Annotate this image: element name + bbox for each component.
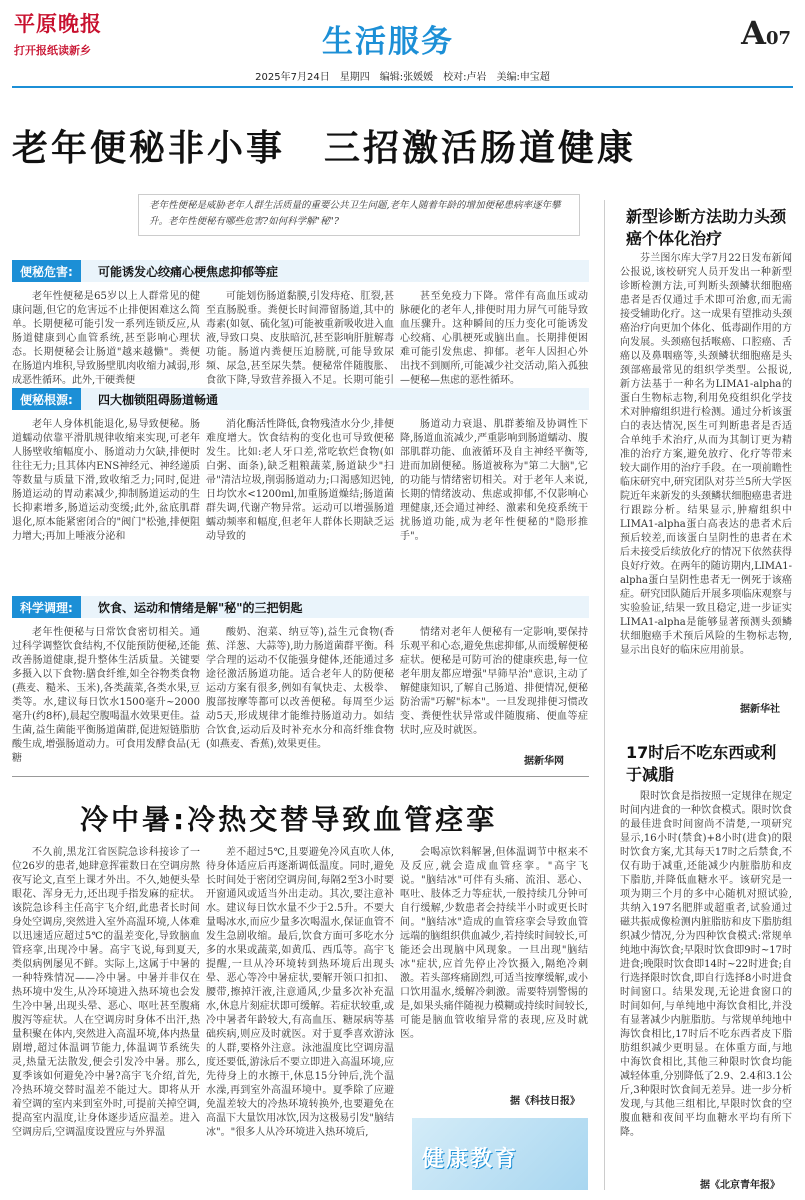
article-column: 差不超过5℃,且要避免冷风直吹人体,待身体适应后再逐渐调低温度。同时,避免长时间处于密闭空调房间,每隔2至3小时要开窗通风或适当外出走动。其次,要注意补水。建议每日饮水量不少于2.5升。不要大量喝冰水,而应少量多次喝温水,保证血管不发生急剧收缩。最后,饮食方面可多吃水分多的水果或蔬菜,如黄瓜、西瓜等。高宇飞提醒,一旦从冷环境转到热环境后出现头晕、恶心等冷中暑症状,要解开领口扣扣、腰带,擦掉汗液,注意通风,少量多次补充温水,休息片刻症状即可缓解。若症状较重,或冷中暑者年龄较大,有高血压、糖尿病等基础疾病,则应及时就医。对于夏季喜欢游泳的人群,要格外注意。泳池温度比空调房温度还要低,游泳后不要立即进入高温环境,应先待身上的水擦干,休息15分钟后,洗个温水澡,再到室外高温环境中。夏季除了应避免温差较大的冷热环境转换外,也要避免在高温下大量饮用冰饮,因为这极易引发"脑结冰"。"很多人从冷环境进入热环境后,	[206, 847, 394, 1138]
banner-text: 健康教育	[422, 1147, 519, 1172]
article-column: 老年性便秘是65岁以上人群常见的健康问题,但它的危害远不止排便困难这么简单。长期便秘可能引发一系列连锁反应,从肠道健康到心血管系统,甚至影响心理状态。长期便秘会让肠道"越来越懒"。粪便在肠道内堆积,导致肠壁肌肉收缩力减弱,形成恶性循环。此外,干硬粪便	[12, 291, 200, 386]
subhead-tag: 便秘根源:	[12, 388, 81, 410]
column-divider	[604, 200, 605, 1190]
side-headline-2: 17时后不吃东西或利于减脂	[626, 743, 777, 784]
article-column: 酸奶、泡菜、纳豆等),益生元食物(香蕉、洋葱、大蒜等),助力肠道菌群平衡。科学合理的运动不仅能强身健体,还能通过多途径激活肠道功能。适合老年人的防便秘运动方案有很多,例如有氧快走、太极拳、腹部按摩等都可以改善便秘。每周至少运动5天,形成规律才能维持肠道动力。如结合饮食,运动后及时补充水分和高纤维食物(如燕麦、香蕉),效果更佳。	[206, 627, 394, 750]
section-title: 生活服务	[322, 24, 454, 60]
article-column: 消化酶活性降低,食物残渣水分少,排便难度增大。饮食结构的变化也可导致便秘发生。比如:老人牙口差,常吃软烂食物(如白粥、面条),缺乏粗粮蔬菜,肠道缺少"扫帚"清洁垃圾,削弱肠道动力;口渴感知迟钝,日均饮水<1200ml,加重肠道燥结;肠道菌群失调,代谢产物异常。运动可以增强肠道蠕动频率和幅度,但老年人群体长期缺乏运动导致的	[206, 419, 394, 542]
article2-credit: 据《科技日报》	[510, 1096, 580, 1107]
article-column: 情绪对老年人便秘有一定影响,要保持乐观平和心态,避免焦虑抑郁,从而缓解便秘症状。便秘是可防可治的健康疾患,每一位老年朋友都应增强"早筛早治"意识,主动了解健康知识,了解自己肠道、排便情况,便秘防治需"巧解"标本"。一旦发现排便习惯改变、粪便性状异常或伴随腹痛、便血等症状时,应及时就医。	[400, 627, 588, 736]
subhead-3	[12, 596, 589, 618]
dateline: 2025年7月24日 星期四 编辑:张媛媛 校对:卢岩 美编:申宝超	[255, 72, 550, 83]
health-education-banner	[412, 1118, 588, 1190]
subhead-title: 饮食、运动和情绪是解"秘"的三把钥匙	[98, 601, 303, 615]
article-column: 不久前,黑龙江省医院急诊科接诊了一位26岁的患者,她肆意挥霍数日在空调房熬夜写论文,直至上课才外出。不久,她便头晕眼花、浑身无力,还出现手指发麻的症状。该院急诊科主任高宇飞介绍,此患者长时间身处空调房,突然进入室外高温环境,人体难以迅速适应超过5℃的温差变化,导致脑血管痉挛,出现冷中暑。高宇飞说,每到夏天,类似病例屡见不鲜。实际上,这属于中暑的一种特殊情况——冷中暑。中暑并非仅在热环境中发生,从冷环境进入热环境也会发生冷中暑,出现头晕、恶心、呕吐甚至腹痛腹泻等症状。人在空调房时身体不出汗,热量积聚在体内,突然进入高温环境,体内热量剧增,超过体温调节能力,体温调节系统失灵,热量无法散发,便会引发冷中暑。那么,夏季该如何避免冷中暑?高宇飞介绍,首先,冷热环境交替时温差不能过大。即将从开着空调的室内来到室外时,可提前关掉空调,提高室内温度,让身体逐步适应温差。进入空调房后,空调温度设置应与外界温	[12, 847, 200, 1138]
article2-headline: 冷中暑:冷热交替导致血管痉挛	[80, 803, 498, 836]
header-rule	[12, 86, 793, 88]
lede-box: 老年性便秘是威胁老年人群生活质量的重要公共卫生问题,老年人随着年龄的增加便秘患病率逐年攀升。老年性便秘有哪些危害?如何科学解"秘"?	[138, 194, 580, 236]
masthead	[0, 0, 805, 86]
article-column: 可能划伤肠道黏膜,引发痔疮、肛裂,甚至直肠脱垂。粪便长时间滞留肠道,其中的毒素(如氨、硫化氢)可能被重新吸收进入血液,导致口臭、皮肤暗沉,甚至影响肝脏解毒功能。肠道内粪便压迫膀胱,可能导致尿频、尿急,甚至尿失禁。便秘常伴随腹胀、食欲下降,导致营养摄入不足。长期可能引	[206, 291, 394, 386]
side-article-body: 芬兰图尔库大学7月22日发布新闻公报说,该校研究人员开发出一种新型诊断检测方法,可判断头颈鳞状细胞癌患者是否仅通过手术即可治愈,而无需接受辅助化疗。这一成果有望推动头颈癌治疗向更加个体化、低毒副作用的方向发展。头颈癌包括喉癌、口腔癌、舌癌以及鼻咽癌等,头颈鳞状细胞癌是头颈部癌最常见的组织学类型。公报说,新方法基于一种名为LIMA1-alpha的蛋白生物标志物,利用免疫组织化学技术对肿瘤组织进行检测。通过分析该蛋白的表达情况,医生可判断患者是否适合单纯手术治疗,从而为其制订更为精准的治疗方案,避免放疗、化疗等带来较大副作用的治疗手段。在一项前瞻性临床研究中,研究团队对芬兰5所大学医院近年来新发的头颈鳞状细胞癌患者进行跟踪分析。结果显示,肿瘤组织中LIMA1-alpha蛋白高表达的患者术后预后较差,而该蛋白呈阴性的患者在术后未接受后续放化疗的情况下依然获得良好疗效。在两年的随访期内,LIMA1-alpha蛋白呈阴性患者无一例死于该癌症。研究団队随后开展多项临床观察与实验验证,结果一致且稳定,进一步证实LIMA1-alpha是能够显著预测头颈鳞状细胞癌手术预后风险的生物标志物,显示出良好的临床应用前景。	[620, 253, 792, 656]
subhead-1	[12, 260, 589, 282]
newspaper-logo: 平原晚报	[14, 11, 102, 36]
subhead-tag: 科学调理:	[12, 596, 81, 618]
subhead-title: 可能诱发心绞痛心梗焦虑抑郁等症	[98, 265, 279, 279]
side-credit-2: 据《北京青年报》	[700, 1180, 780, 1191]
slogan: 打开报纸读新乡	[14, 44, 91, 57]
article-column: 会喝凉饮料解暑,但体温调节中枢来不及反应,就会造成血管痉挛。"高宇飞说。"脑结冰"可伴有头痛、流泪、恶心、呕吐、肢体乏力等症状,一般持续几分钟可自行缓解,少数患者会持续半小时或更长时间。"脑结冰"造成的血管痉挛会导致血管远端的脑组织供血减少,若持续时间较长,可能还会出现脑中风现象。一旦出现"脑结冰"症状,应首先停止冷饮摄入,隔绝冷刺激。若头部疼痛剧烈,可适当按摩缓解,或小口饮用温水,缓解冷刺激。需要特别警惕的是,如果头痛伴随视力模糊或持续时间较长,可能是脑血管收缩异常的表现,应及时就医。	[400, 847, 588, 1040]
subhead-2	[12, 388, 589, 410]
side-credit-1: 据新华社	[740, 704, 780, 715]
article-column: 老年性便秘与日常饮食密切相关。通过科学调整饮食结构,不仅能预防便秘,还能改善肠道健康,提升整体生活质量。关键要多摄入以下食物:膳食纤维,如全谷物类食物(燕麦、糙米、玉米),各类蔬菜,各类水果,豆类等。水,建议每日饮水1500毫升~2000毫升(约8杯),晨起空腹喝温水效果更佳。益生菌,益生菌能平衡肠道菌群,促进短链脂肪酸生成,增强肠道动力。可食用发酵食品(无糖	[12, 627, 200, 764]
page-number: A07	[741, 14, 791, 52]
section-divider	[12, 776, 589, 777]
main-headline: 老年便秘非小事 三招激活肠道健康	[12, 128, 637, 169]
article-column: 甚至免疫力下降。常伴有高血压或动脉硬化的老年人,排便时用力屏气可能导致血压骤升。这种瞬间的压力变化可能诱发心绞痛、心肌梗死或脑出血。长期排便困难可能引发焦虑、抑郁。老年人因担心外出找不到厕所,可能减少社交活动,陷入孤独—便秘—焦虑的恶性循环。	[400, 291, 588, 386]
subhead-tag: 便秘危害:	[12, 260, 81, 282]
subhead-title: 四大枷锁阻碍肠道畅通	[98, 393, 219, 407]
article-column: 肠道动力衰退、肌群萎缩及协调性下降,肠道血流减少,严重影响到肠道蠕动、腹部肌群功能、血液循环及自主神经平衡等,进而加剧便秘。肠道被称为"第二大脑",它的功能与情绪密切相关。对于老年人来说,长期的情绪波动、焦虑或抑郁,不仅影响心理健康,还会通过神经、激素和免疫系统干扰肠道功能,成为老年性便秘的"隐形推手"。	[400, 419, 588, 542]
article-column: 老年人身体机能退化,易导致便秘。肠道蠕动依靠平滑肌规律收缩来实现,可老年人肠壁收缩幅度小、肠道动力欠缺,排便时往往无力;且其体内ENS神经元、神经递质等数量与质量下滑,致收缩乏力;同时,促进肠道运动的胃动素减少,抑制肠道运动的生长抑素增多,肠道运动变缓;此外,盆底肌群退化,原本能紧密闭合的"阀门"松弛,排便阻力增大;再加上唾液分泌和	[12, 419, 200, 542]
side-article-body: 限时饮食是指按照一定规律在规定时间内进食的一种饮食模式。限时饮食的最佳进食时间窗尚不清楚,一项研究显示,16小时(禁食)+8小时(进食)的限时饮食方案,尤其每天17时之后禁食,不仅有助于减重,还能减少内脏脂肪和皮下脂肪,并降低血糖水平。该研究是一项为期三个月的多中心随机对照试验,共纳入197名肥胖或超重者,试验通过磁共振成像检测内脏脂肪和皮下脂肪组织减少情况,分为四种饮食模式:常规单纯地中海饮食;早限时饮食即9时~17时进食;晚限时饮食即14时~22时进食;自行选择限时饮食,即自行选择8小时进食时间窗口。结果发现,无论进食窗口的时间如何,与单纯地中海饮食相比,并没有显著减少内脏脂肪。与常规单纯地中海饮食相比,17时后不吃东西者皮下脂肪组织减少更明显。在体重方面,与地中海饮食相比,其他三种限时饮食均能减轻体重,分别降低了2.9、2.4和3.1公斤,3种限时饮食间无差异。进一步分析发现,与其他三组相比,早限时饮食的空腹血糖和夜间平均血糖水平均有所下降。	[620, 791, 792, 1138]
article-credit: 据新华网	[524, 756, 564, 767]
side-headline-1: 新型诊断方法助力头颈癌个体化治疗	[626, 207, 787, 248]
